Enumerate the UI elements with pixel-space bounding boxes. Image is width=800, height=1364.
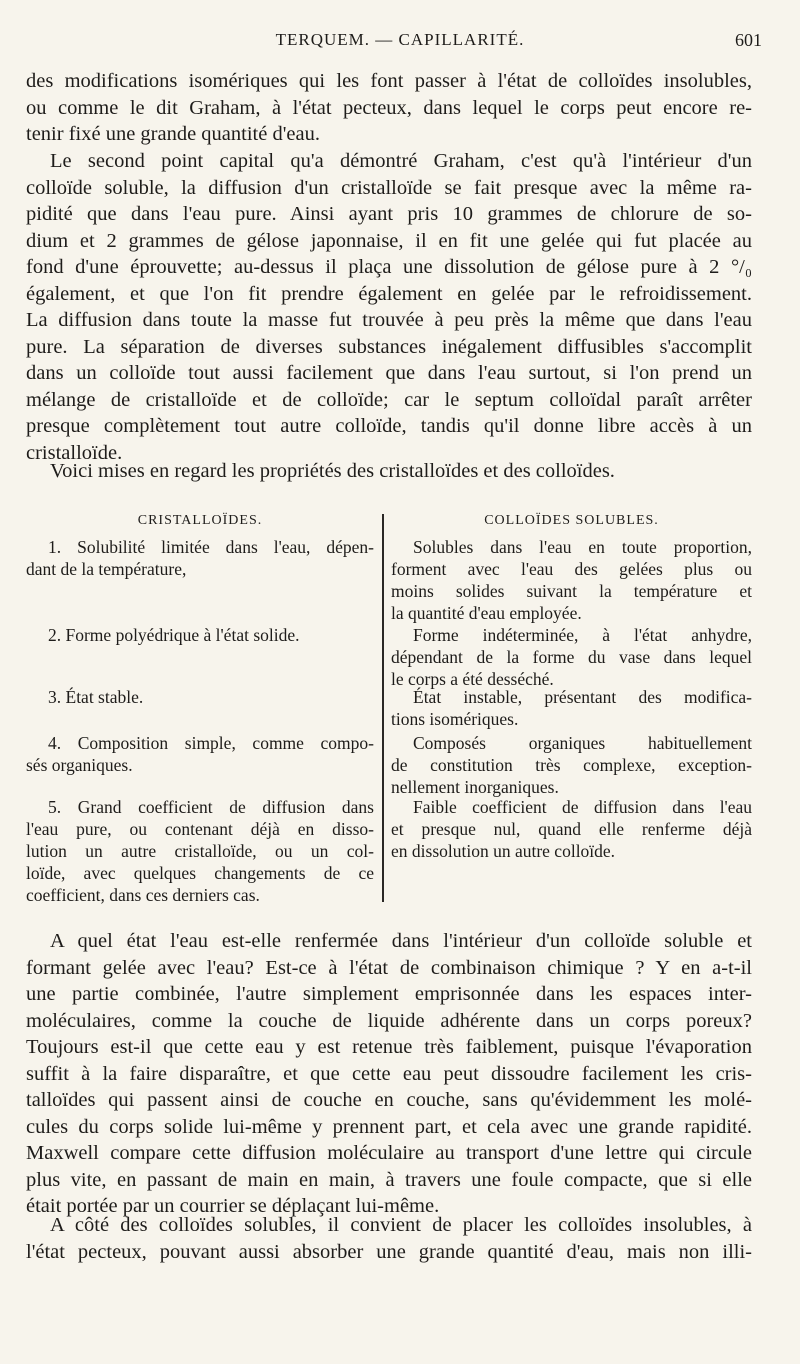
text-line: presque complètement tout autre colloïde, tandis qu'il donne libre accès à un bbox=[26, 415, 752, 437]
table-row bbox=[391, 796, 752, 862]
table-row bbox=[26, 624, 374, 646]
cell-line: dépendant de la forme du vase dans lequel bbox=[391, 647, 752, 667]
cell-line: tions isomériques. bbox=[391, 709, 519, 729]
cell-line: État instable, présentant des modifica- bbox=[413, 687, 752, 707]
cell-line: Faible coefficient de diffusion dans l'eau bbox=[413, 797, 752, 817]
cell-line: loïde, avec quelques changements de ce bbox=[26, 863, 374, 883]
table-row bbox=[391, 624, 752, 690]
text-line: formant gelée avec l'eau? Est-ce à l'état de combinaison chimique ? Y en a-t-il bbox=[26, 956, 752, 979]
text-line: cristalloïde. bbox=[26, 441, 123, 464]
text-line: des modifications isomériques qui les font passer à l'état de colloïdes insolubles, bbox=[26, 70, 752, 92]
cell-line: et presque nul, quand elle renferme déjà bbox=[391, 819, 752, 839]
table-row bbox=[26, 536, 374, 580]
cell-line: 5. Grand coefficient de diffusion dans bbox=[48, 797, 374, 817]
cell-line: lution un autre cristalloïde, ou un col- bbox=[26, 841, 374, 861]
text-line: moléculaires, comme la couche de liquide adhérente dans un corps poreux? bbox=[26, 1009, 752, 1032]
text-line: La diffusion dans toute la masse fut trouvée à peu près la même que dans l'eau bbox=[26, 309, 752, 331]
text-line: fond d'une éprouvette; au-dessus il plaça une dissolution de gélose pure à 2 °/₀ bbox=[26, 256, 752, 278]
cell-line: sés organiques. bbox=[26, 755, 133, 775]
text-line: suffit à la faire disparaître, et que cette eau peut dissoudre facilement les cris- bbox=[26, 1062, 752, 1085]
cell-line: 4. Composition simple, comme compo- bbox=[48, 733, 374, 753]
page-number: 601 bbox=[735, 30, 762, 50]
text-line: plus vite, en passant de main en main, à travers une foule compacte, que si elle bbox=[26, 1168, 752, 1191]
cell-line: de constitution très complexe, exception- bbox=[391, 755, 752, 775]
running-title: TERQUEM. — CAPILLARITÉ. bbox=[275, 30, 525, 49]
paragraph-insoluble-colloids bbox=[26, 1212, 752, 1265]
text-line: pidité que dans l'eau pure. Ainsi ayant pris 10 grammes de chlorure de so- bbox=[26, 203, 752, 225]
text-line: pure. La séparation de diverses substances inégalement diffusibles s'accomplit bbox=[26, 335, 752, 358]
column-colloides bbox=[391, 510, 752, 861]
text-line: mélange de cristalloïde et de colloïde; car le septum colloïdal paraît arrêter bbox=[26, 388, 752, 411]
column-cristalloides bbox=[26, 510, 374, 905]
table-row bbox=[391, 732, 752, 798]
cell-line: forment avec l'eau des gelées plus ou bbox=[391, 559, 752, 579]
cell-line: coefficient, dans ces derniers cas. bbox=[26, 885, 260, 905]
cell-line: dant de la température, bbox=[26, 559, 187, 579]
cell-line: l'eau pure, ou contenant déjà en disso- bbox=[26, 819, 374, 839]
text-line: colloïde soluble, la diffusion d'un cristalloïde se fait presque avec la même ra- bbox=[26, 176, 752, 199]
table-row bbox=[391, 686, 752, 730]
column-heading-colloides: COLLOÏDES SOLUBLES. bbox=[484, 513, 659, 528]
cell-line: Forme indéterminée, à l'état anhydre, bbox=[413, 625, 752, 645]
table-row bbox=[26, 732, 374, 776]
cell-line: 2. Forme polyédrique à l'état solide. bbox=[48, 625, 300, 645]
text-line: était portée par un courrier se déplaçant lui-même. bbox=[26, 1195, 440, 1217]
cell-line: en dissolution un autre colloïde. bbox=[391, 841, 616, 861]
paragraph-water-state bbox=[26, 928, 752, 1220]
text-line: Maxwell compare cette diffusion moléculaire au transport d'une lettre qui circule bbox=[26, 1142, 752, 1164]
text-line: A quel état l'eau est-elle renfermée dans l'intérieur d'un colloïde soluble et bbox=[50, 930, 752, 952]
column-divider bbox=[382, 514, 384, 902]
text-line: dium et 2 grammes de gélose japonnaise, il en fit une gelée qui fut placée au bbox=[26, 229, 752, 252]
text-line: également, et que l'on fit prendre également en gelée par le refroidissement. bbox=[26, 282, 752, 305]
paragraph-table-intro bbox=[26, 458, 752, 485]
table-row bbox=[26, 686, 374, 708]
text-line: A côté des colloïdes solubles, il convient de placer les colloïdes insolubles, à bbox=[50, 1214, 752, 1236]
paragraph-graham-diffusion bbox=[26, 148, 752, 466]
text-line: l'état pecteux, pouvant aussi absorber une grande quantité d'eau, mais non illi- bbox=[26, 1240, 752, 1263]
cell-line: le corps a été desséché. bbox=[391, 669, 554, 689]
text-line: ou comme le dit Graham, à l'état pecteux, dans lequel le corps peut encore re- bbox=[26, 96, 752, 119]
column-heading-cristalloides: CRISTALLOÏDES. bbox=[137, 513, 263, 528]
running-header bbox=[26, 30, 774, 58]
cell-line: la quantité d'eau employée. bbox=[391, 603, 582, 623]
text-line: Le second point capital qu'a démontré Graham, c'est qu'à l'intérieur d'un bbox=[50, 150, 752, 172]
cell-line: Composés organiques habituellement bbox=[413, 733, 752, 753]
cell-line: 1. Solubilité limitée dans l'eau, dépen- bbox=[48, 537, 374, 557]
paragraph-continued bbox=[26, 68, 752, 148]
text-line: Toujours est-il que cette eau y est retenue très faiblement, puisque l'évaporation bbox=[26, 1036, 752, 1058]
table-row bbox=[391, 536, 752, 624]
text-line: cules du corps solide lui-même y prennent part, et cela avec une grande rapidité. bbox=[26, 1115, 752, 1138]
text-line: Voici mises en regard les propriétés des cristalloïdes et des colloïdes. bbox=[50, 460, 615, 482]
cell-line: 3. État stable. bbox=[48, 687, 144, 707]
text-line: une partie combinée, l'autre simplement emprisonnée dans les espaces inter- bbox=[26, 983, 752, 1005]
cell-line: nellement inorganiques. bbox=[391, 777, 559, 797]
text-line: tenir fixé une grande quantité d'eau. bbox=[26, 123, 320, 145]
cell-line: Solubles dans l'eau en toute proportion, bbox=[413, 537, 752, 557]
text-line: talloïdes qui passent ainsi de couche en couche, sans qu'évidemment les molé- bbox=[26, 1089, 752, 1111]
cell-line: moins solides suivant la température et bbox=[391, 581, 752, 601]
comparison-table bbox=[26, 510, 752, 905]
table-row bbox=[26, 796, 374, 906]
text-line: dans un colloïde tout aussi facilement que dans l'eau surtout, si l'on prend un bbox=[26, 362, 752, 384]
